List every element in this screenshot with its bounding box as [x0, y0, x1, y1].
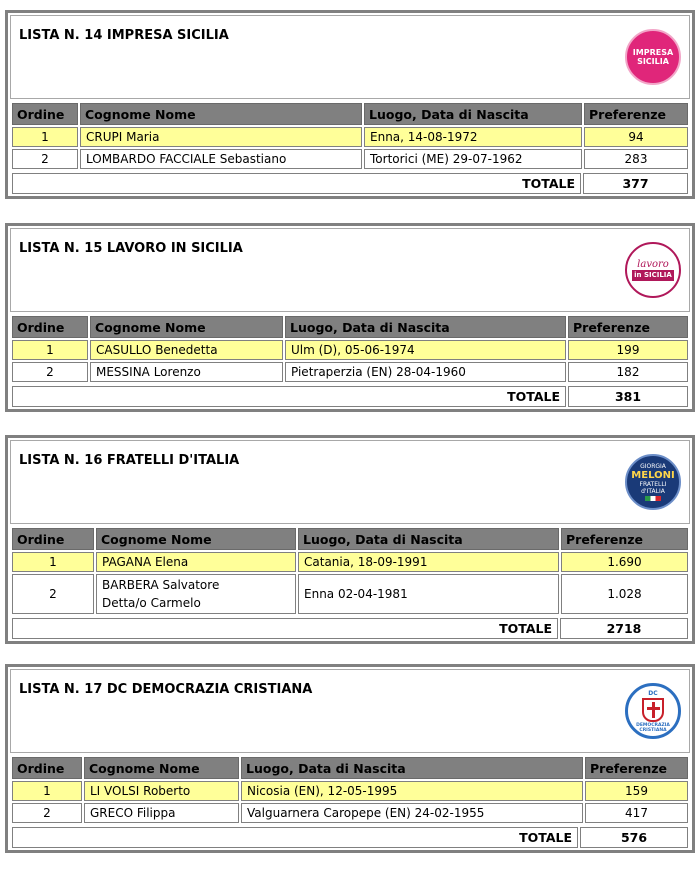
- logo-line: d'ITALIA: [641, 488, 665, 495]
- tricolor-flame-icon: [645, 496, 661, 501]
- table-row: [12, 340, 688, 360]
- cell-nome: GRECO Filippa: [84, 803, 239, 823]
- lavoro-in-sicilia-logo: [625, 242, 681, 298]
- totale-value: 2718: [560, 618, 688, 639]
- totale-value: 381: [568, 386, 688, 407]
- candidates-table: [10, 526, 690, 616]
- logo-line: DEMOCRAZIA CRISTIANA: [636, 722, 670, 733]
- col-ordine: Ordine: [12, 103, 78, 125]
- lista-title: LISTA N. 14 IMPRESA SICILIA: [19, 28, 229, 43]
- totale-row: [10, 618, 690, 639]
- lista-title: LISTA N. 17 DC DEMOCRAZIA CRISTIANA: [19, 682, 313, 697]
- candidates-table: [10, 101, 690, 171]
- logo-line: FRATELLI: [639, 481, 667, 488]
- candidates-table: [10, 755, 690, 825]
- table-row: [12, 149, 688, 169]
- lista-header: [10, 228, 690, 312]
- totale-value: 377: [583, 173, 688, 194]
- cell-luogo: Catania, 18-09-1991: [298, 552, 559, 572]
- totale-label: TOTALE: [12, 618, 558, 639]
- table-row: [12, 552, 688, 572]
- cell-ordine: 2: [12, 803, 82, 823]
- col-luogo: Luogo, Data di Nascita: [241, 757, 583, 779]
- crusader-shield-icon: [642, 698, 664, 722]
- cell-nome: PAGANA Elena: [96, 552, 296, 572]
- totale-value: 576: [580, 827, 688, 848]
- cell-preferenze: 283: [584, 149, 688, 169]
- lista-title: LISTA N. 15 LAVORO IN SICILIA: [19, 241, 243, 256]
- totale-row: [10, 173, 690, 194]
- cell-preferenze: 1.690: [561, 552, 688, 572]
- cell-nome: [96, 574, 296, 614]
- table-header-row: [12, 528, 688, 550]
- logo-line: DC: [648, 689, 658, 697]
- cell-luogo: Enna 02-04-1981: [298, 574, 559, 614]
- cell-luogo: Ulm (D), 05-06-1974: [285, 340, 566, 360]
- totale-label: TOTALE: [12, 386, 566, 407]
- col-ordine: Ordine: [12, 528, 94, 550]
- cell-ordine: 2: [12, 574, 94, 614]
- table-row: [12, 781, 688, 801]
- logo-line: SICILIA: [637, 57, 669, 66]
- col-ordine: Ordine: [12, 757, 82, 779]
- logo-line: MELONI: [631, 470, 675, 481]
- table-row: [12, 803, 688, 823]
- logo-line: IMPRESA: [632, 48, 674, 57]
- cell-luogo: Nicosia (EN), 12-05-1995: [241, 781, 583, 801]
- fratelli-d-italia-logo: [625, 454, 681, 510]
- logo-line: in SICILIA: [634, 271, 672, 279]
- logo-line: lavoro: [637, 259, 669, 270]
- col-preferenze: Preferenze: [561, 528, 688, 550]
- logo-line: GIORGIA: [640, 463, 666, 470]
- table-header-row: [12, 757, 688, 779]
- col-preferenze: Preferenze: [585, 757, 688, 779]
- impresa-sicilia-logo: [625, 29, 681, 85]
- col-preferenze: Preferenze: [568, 316, 688, 338]
- col-nome: Cognome Nome: [96, 528, 296, 550]
- lista-header: [10, 669, 690, 753]
- lista-17: [5, 664, 695, 853]
- cell-ordine: 1: [12, 340, 88, 360]
- cell-ordine: 1: [12, 781, 82, 801]
- totale-label: TOTALE: [12, 173, 581, 194]
- cell-preferenze: 199: [568, 340, 688, 360]
- cell-luogo: Tortorici (ME) 29-07-1962: [364, 149, 582, 169]
- table-row: [12, 362, 688, 382]
- cell-ordine: 2: [12, 362, 88, 382]
- lista-header: [10, 440, 690, 524]
- cell-ordine: 1: [12, 127, 78, 147]
- lista-header: [10, 15, 690, 99]
- cell-nome: CASULLO Benedetta: [90, 340, 283, 360]
- cell-luogo: Valguarnera Caropepe (EN) 24-02-1955: [241, 803, 583, 823]
- col-luogo: Luogo, Data di Nascita: [298, 528, 559, 550]
- cell-nome: LI VOLSI Roberto: [84, 781, 239, 801]
- cell-nome: CRUPI Maria: [80, 127, 362, 147]
- table-row: [12, 574, 688, 614]
- col-luogo: Luogo, Data di Nascita: [285, 316, 566, 338]
- cell-nome-line: BARBERA Salvatore: [102, 578, 220, 592]
- cell-preferenze: 1.028: [561, 574, 688, 614]
- lista-15: [5, 223, 695, 412]
- cell-preferenze: 182: [568, 362, 688, 382]
- table-row: [12, 127, 688, 147]
- candidates-table: [10, 314, 690, 384]
- cell-luogo: Pietraperzia (EN) 28-04-1960: [285, 362, 566, 382]
- cell-preferenze: 94: [584, 127, 688, 147]
- lista-14: [5, 10, 695, 199]
- cell-luogo: Enna, 14-08-1972: [364, 127, 582, 147]
- cell-ordine: 1: [12, 552, 94, 572]
- table-header-row: [12, 316, 688, 338]
- totale-row: [10, 386, 690, 407]
- cell-nome: LOMBARDO FACCIALE Sebastiano: [80, 149, 362, 169]
- cell-nome: MESSINA Lorenzo: [90, 362, 283, 382]
- cell-preferenze: 159: [585, 781, 688, 801]
- col-nome: Cognome Nome: [90, 316, 283, 338]
- lista-title: LISTA N. 16 FRATELLI D'ITALIA: [19, 453, 240, 468]
- dc-democrazia-cristiana-logo: [625, 683, 681, 739]
- table-header-row: [12, 103, 688, 125]
- cell-nome-line: Detta/o Carmelo: [102, 596, 201, 610]
- cell-ordine: 2: [12, 149, 78, 169]
- lista-16: [5, 435, 695, 644]
- cell-preferenze: 417: [585, 803, 688, 823]
- totale-label: TOTALE: [12, 827, 578, 848]
- col-nome: Cognome Nome: [84, 757, 239, 779]
- col-ordine: Ordine: [12, 316, 88, 338]
- totale-row: [10, 827, 690, 848]
- col-preferenze: Preferenze: [584, 103, 688, 125]
- col-nome: Cognome Nome: [80, 103, 362, 125]
- col-luogo: Luogo, Data di Nascita: [364, 103, 582, 125]
